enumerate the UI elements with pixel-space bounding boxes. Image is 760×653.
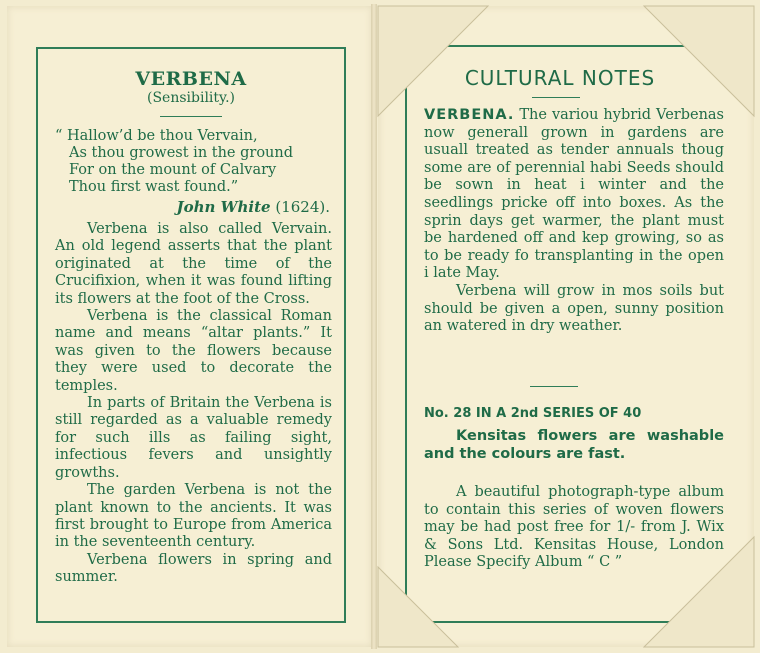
kensitas-text: Kensitas flowers are washable and the colours are fast. <box>424 428 724 462</box>
lead-word: VERBENA. <box>424 107 515 123</box>
paragraph: Verbena is also called Vervain. An old legend asserts that the plant originated at the time of the Crucifixion, when it was found lifting its flowers at the foot of the Cross. <box>55 221 332 307</box>
poem <box>55 128 330 196</box>
corner-tab-top-right <box>644 6 754 116</box>
poem-line: “ Hallow’d be thou Vervain, <box>55 128 258 144</box>
paragraph-text: The variou hybrid Verbenas now generall grown in gardens are usuall treated as tender annuals thoug some are of perennial habi Seeds should be sown in heat i winter and the seedlings pricke off into boxes. As the sprin days get warmer, the plant must be hardened off and kep growing, so as to be ready fo transplanting in the open i late May. <box>424 107 724 282</box>
paragraph: A beautiful photograph-type album to contain this series of woven flowers may be had post free for 1/- from J. Wix & Sons Ltd. Kensitas House, London Please Specify Album “ C ” <box>424 484 724 571</box>
author-year: (1624). <box>275 198 330 216</box>
paragraph: The garden Verbena is not the plant known to the ancients. It was first brought to Europe from America in the seventeenth century. <box>55 482 332 551</box>
flower-title: VERBENA <box>135 68 247 90</box>
fold-crease <box>371 4 377 649</box>
corner-tab-bottom-left <box>378 567 458 647</box>
cultural-notes-title: CULTURAL NOTES <box>464 66 656 90</box>
paragraph: In parts of Britain the Verbena is still regarded as a valuable remedy for such ills as failing sight, infectious fevers and unsightly growths. <box>55 395 332 481</box>
flower-meaning: (Sensibility.) <box>147 90 235 106</box>
paragraph: Verbena flowers in spring and summer. <box>55 551 332 586</box>
series-number: No. 28 IN A 2nd SERIES OF 40 <box>424 406 642 421</box>
poem-line: As thou growest in the ground <box>69 145 294 161</box>
corner-tabs <box>378 6 754 647</box>
title-rule <box>160 116 222 117</box>
paragraph: Verbena will grow in mos soils but should be given a open, sunny position an watered in dry weather. <box>424 282 724 335</box>
corner-tab-bottom-right <box>644 537 754 647</box>
poem-author <box>55 198 330 216</box>
corner-tab-top-left <box>378 6 488 116</box>
description-text <box>55 221 332 587</box>
paragraph: Verbena is the classical Roman name and means “altar plants.” It was given to the flowers because they were used to decorate the temples. <box>55 308 332 394</box>
poem-line: Thou first wast found.” <box>69 179 239 195</box>
poem-line: For on the mount of Calvary <box>69 162 277 178</box>
author-name: John White <box>176 198 271 216</box>
